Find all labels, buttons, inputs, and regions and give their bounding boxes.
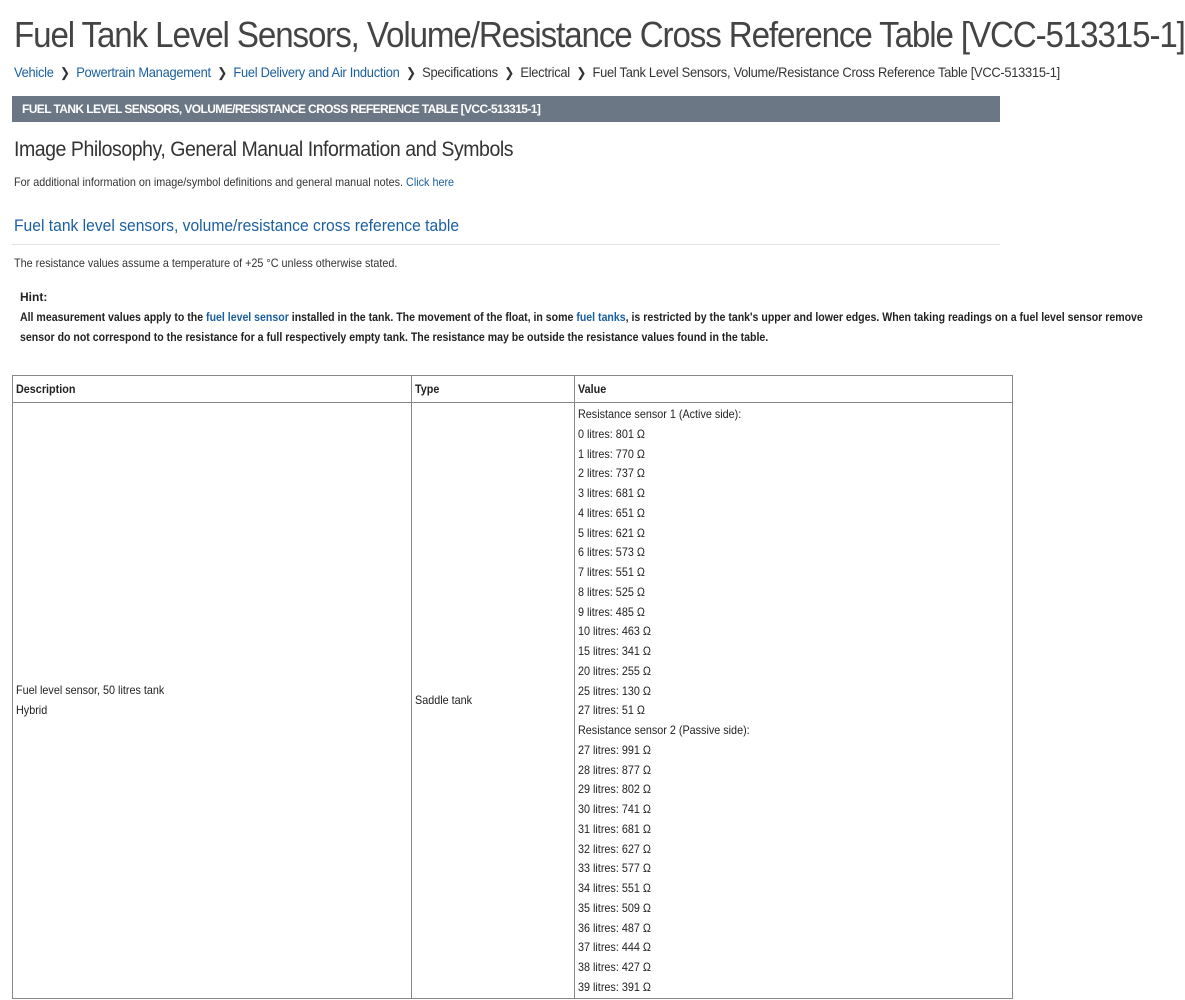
value-text: 36 litres: 487 Ω	[578, 920, 651, 935]
breadcrumb	[14, 64, 1060, 81]
value-text: 31 litres: 681 Ω	[578, 821, 651, 836]
hint-text: All measurement values apply to the	[20, 310, 204, 324]
table-row	[13, 403, 1013, 999]
value-line	[578, 820, 1009, 840]
philosophy-text	[14, 175, 454, 189]
value-text: 39 litres: 391 Ω	[578, 979, 651, 994]
temperature-note: The resistance values assume a temperature of +25 °C unless otherwise stated.	[14, 256, 398, 270]
value-line	[578, 583, 1009, 603]
header-label: Description	[16, 382, 76, 396]
column-header-type	[412, 376, 575, 403]
value-line	[578, 662, 1009, 682]
chevron-right-icon: ❯	[405, 65, 416, 80]
value-line	[578, 859, 1009, 879]
value-text: 9 litres: 485 Ω	[578, 604, 645, 619]
value-text: 0 litres: 801 Ω	[578, 426, 645, 441]
value-line	[578, 919, 1009, 939]
column-header-description	[13, 376, 412, 403]
description-line: Hybrid	[16, 703, 48, 718]
chevron-right-icon: ❯	[60, 65, 70, 80]
value-line	[578, 563, 1009, 583]
value-cell	[575, 403, 1013, 999]
breadcrumb-current-page: Fuel Tank Level Sensors, Volume/Resistance Cross Reference Table [VCC-513315-1]	[592, 64, 1060, 80]
value-text: 20 litres: 255 Ω	[578, 663, 651, 678]
value-text: 4 litres: 651 Ω	[578, 505, 645, 520]
value-line	[578, 879, 1009, 899]
heading-divider	[12, 244, 1000, 245]
value-text: 32 litres: 627 Ω	[578, 841, 651, 856]
value-line	[578, 741, 1009, 761]
header-label: Value	[578, 382, 607, 396]
philosophy-heading: Image Philosophy, General Manual Information and Symbols	[14, 138, 514, 161]
value-text: 27 litres: 991 Ω	[578, 742, 651, 757]
hint-title: Hint:	[20, 290, 48, 304]
value-line	[578, 642, 1009, 662]
description-cell	[13, 403, 412, 999]
value-text: 30 litres: 741 Ω	[578, 802, 651, 816]
type-cell	[412, 403, 575, 999]
value-text: 15 litres: 341 Ω	[578, 644, 651, 658]
value-line	[578, 701, 1009, 721]
hint-line-2: sensor do not correspond to the resistance for a full respectively empty tank. The resistance may be outside the resistance values found in the table.	[20, 330, 769, 344]
value-text: 1 litres: 770 Ω	[578, 446, 645, 461]
value-text: 38 litres: 427 Ω	[578, 960, 651, 974]
value-line	[578, 464, 1009, 484]
value-line	[578, 425, 1009, 445]
value-line	[578, 543, 1009, 563]
value-text: Resistance sensor 2 (Passive side):	[578, 723, 750, 737]
breadcrumb-vehicle[interactable]: Vehicle	[14, 64, 54, 80]
cross-reference-table	[12, 375, 1013, 999]
value-line	[578, 484, 1009, 504]
value-line	[578, 504, 1009, 524]
hint-text: installed in the tank. The movement of the float, in some	[291, 310, 574, 324]
hint-text: , is restricted by the tank's upper and lower edges. When taking readings on a fuel level sensor remove	[625, 310, 1143, 324]
column-header-value	[575, 376, 1013, 403]
value-line	[578, 899, 1009, 919]
value-text: 27 litres: 51 Ω	[578, 703, 645, 718]
breadcrumb-specifications: Specifications	[422, 64, 498, 80]
value-text: 10 litres: 463 Ω	[578, 624, 651, 639]
fuel-level-sensor-link[interactable]: fuel level sensor	[206, 310, 289, 324]
type-value: Saddle tank	[415, 693, 473, 708]
header-label: Type	[415, 382, 440, 396]
value-line	[578, 780, 1009, 800]
value-text: 34 litres: 551 Ω	[578, 881, 651, 895]
value-text: 28 litres: 877 Ω	[578, 762, 651, 777]
value-line	[578, 405, 1009, 425]
chevron-right-icon: ❯	[504, 65, 514, 80]
section-header-bar: FUEL TANK LEVEL SENSORS, VOLUME/RESISTANCE CROSS REFERENCE TABLE [VCC-513315-1]	[12, 96, 1000, 122]
value-text: 5 litres: 621 Ω	[578, 525, 645, 540]
value-line	[578, 682, 1009, 702]
value-line	[578, 938, 1009, 958]
value-text: Resistance sensor 1 (Active side):	[578, 407, 742, 421]
page-title: Fuel Tank Level Sensors, Volume/Resistance Cross Reference Table [VCC-513315-1]	[14, 14, 1185, 55]
chevron-right-icon: ❯	[576, 65, 587, 80]
value-line	[578, 445, 1009, 465]
breadcrumb-electrical: Electrical	[520, 64, 570, 80]
value-text: 33 litres: 577 Ω	[578, 861, 651, 876]
value-text: 37 litres: 444 Ω	[578, 940, 651, 955]
chevron-right-icon: ❯	[217, 65, 227, 80]
value-line	[578, 840, 1009, 860]
value-line	[578, 800, 1009, 820]
hint-line-1	[20, 310, 1143, 324]
value-line	[578, 524, 1009, 544]
breadcrumb-fuel-delivery[interactable]: Fuel Delivery and Air Induction	[233, 64, 400, 80]
table-section-heading: Fuel tank level sensors, volume/resistance cross reference table	[14, 216, 460, 235]
value-line	[578, 603, 1009, 623]
table-header-row	[13, 376, 1013, 403]
value-line	[578, 958, 1009, 978]
value-line	[578, 721, 1009, 741]
value-text: 2 litres: 737 Ω	[578, 466, 645, 481]
value-text: 3 litres: 681 Ω	[578, 486, 645, 500]
description-line: Fuel level sensor, 50 litres tank	[16, 683, 165, 698]
value-text: 29 litres: 802 Ω	[578, 782, 651, 797]
breadcrumb-powertrain-management[interactable]: Powertrain Management	[76, 64, 211, 80]
value-text: 8 litres: 525 Ω	[578, 584, 645, 599]
value-line	[578, 622, 1009, 642]
fuel-tanks-link[interactable]: fuel tanks	[576, 310, 626, 324]
value-text: 25 litres: 130 Ω	[578, 683, 651, 698]
value-line	[578, 761, 1009, 781]
click-here-link[interactable]: Click here	[406, 175, 455, 189]
philosophy-description: For additional information on image/symbol definitions and general manual notes.	[14, 175, 404, 189]
value-text: 35 litres: 509 Ω	[578, 900, 651, 915]
value-text: 6 litres: 573 Ω	[578, 545, 645, 560]
value-text: 7 litres: 551 Ω	[578, 565, 645, 579]
value-line	[578, 978, 1009, 998]
